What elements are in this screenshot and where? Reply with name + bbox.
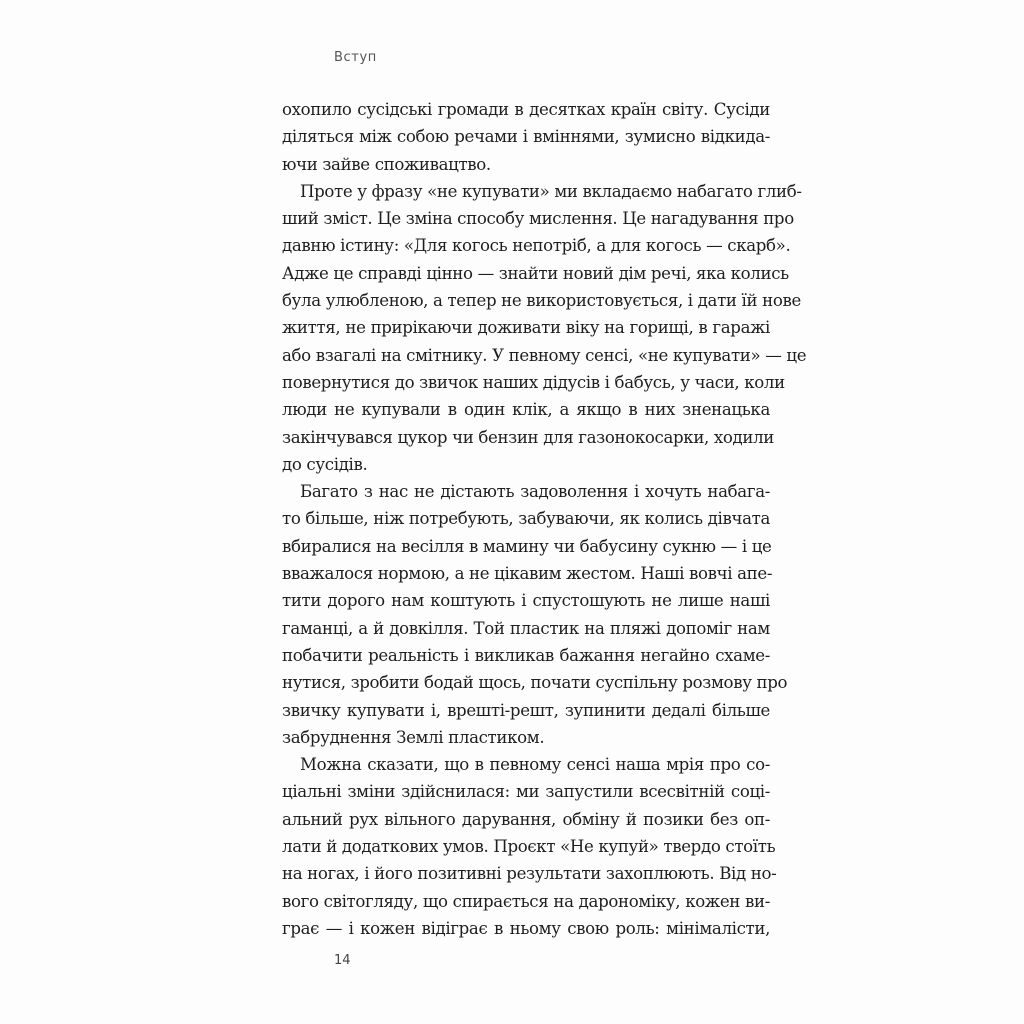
text-line: давню істину: «Для когось непотріб, а для когось — скарб».: [282, 236, 791, 256]
text-line: звичку купувати і, врешті-решт, зупинити дедалі більше: [282, 700, 770, 720]
paragraph-1: [282, 96, 770, 178]
text-line: вважалося нормою, а не цікавим жестом. Наші вовчі апе-: [282, 564, 773, 584]
text-line: ціальні зміни здійснилася: ми запустили всесвітній соці-: [282, 782, 770, 802]
paragraph-4: [282, 751, 777, 942]
text-line: гаманці, а й довкілля. Той пластик на пляжі допоміг нам: [282, 618, 770, 638]
running-head: Вступ: [334, 50, 377, 65]
text-line: до сусідів.: [282, 454, 368, 474]
text-line: вбиралися на весілля в мамину чи бабусину сукню — і це: [282, 536, 772, 556]
text-line: охопило сусідські громади в десятках країн світу. Сусіди: [282, 100, 770, 119]
text-line: закінчувався цукор чи бензин для газонокосарки, ходили: [282, 427, 774, 447]
text-line: була улюбленою, а тепер не використовується, і дати їй нове: [282, 291, 801, 311]
text-line: альний рух вільного дарування, обміну й позики без оп-: [282, 809, 770, 829]
text-line: люди не купували в один клік, а якщо в них зненацька: [282, 400, 770, 420]
text-line: Можна сказати, що в певному сенсі наша мрія про со-: [300, 755, 770, 775]
text-line: на ногах, і його позитивні результати захоплюють. Від но-: [282, 864, 777, 884]
text-line: Адже це справді цінно — знайти новий дім речі, яка колись: [282, 263, 789, 283]
paragraph-3: [282, 478, 788, 751]
text-line: забруднення Землі пластиком.: [282, 727, 545, 747]
text-line: діляться між собою речами і вміннями, зумисно відкида-: [282, 127, 770, 147]
text-line: тити дорого нам коштують і спустошують не лише наші: [282, 591, 770, 611]
text-line: то більше, ніж потребують, забуваючи, як колись дівчата: [282, 509, 770, 529]
text-line: життя, не прирікаючи доживати віку на горищі, в гаражі: [282, 318, 770, 338]
text-line: або взагалі на смітнику. У певному сенсі, «не купувати» — це: [282, 345, 807, 365]
text-line: грає — і кожен відіграє в ньому свою роль: мінімалісти,: [282, 918, 770, 938]
body-text: [282, 96, 807, 942]
text-line: вого світогляду, що спирається на дарономіку, кожен ви-: [282, 891, 770, 911]
paragraph-2: [282, 178, 807, 478]
text-line: ший зміст. Це зміна способу мислення. Це нагадування про: [282, 209, 794, 229]
text-line: Проте у фразу «не купувати» ми вкладаємо набагато глиб-: [300, 181, 802, 201]
page-number: 14: [334, 953, 351, 968]
text-line: лати й додаткових умов. Проєкт «Не купуй» твердо стоїть: [282, 837, 776, 857]
text-line: ючи зайве споживацтво.: [282, 154, 491, 174]
text-line: повернутися до звичок наших дідусів і бабусь, у часи, коли: [282, 372, 785, 392]
text-line: Багато з нас не дістають задоволення і хочуть набага-: [300, 482, 770, 502]
text-line: нутися, зробити бодай щось, почати суспільну розмову про: [282, 673, 788, 693]
text-line: побачити реальність і викликав бажання негайно схаме-: [282, 645, 770, 665]
